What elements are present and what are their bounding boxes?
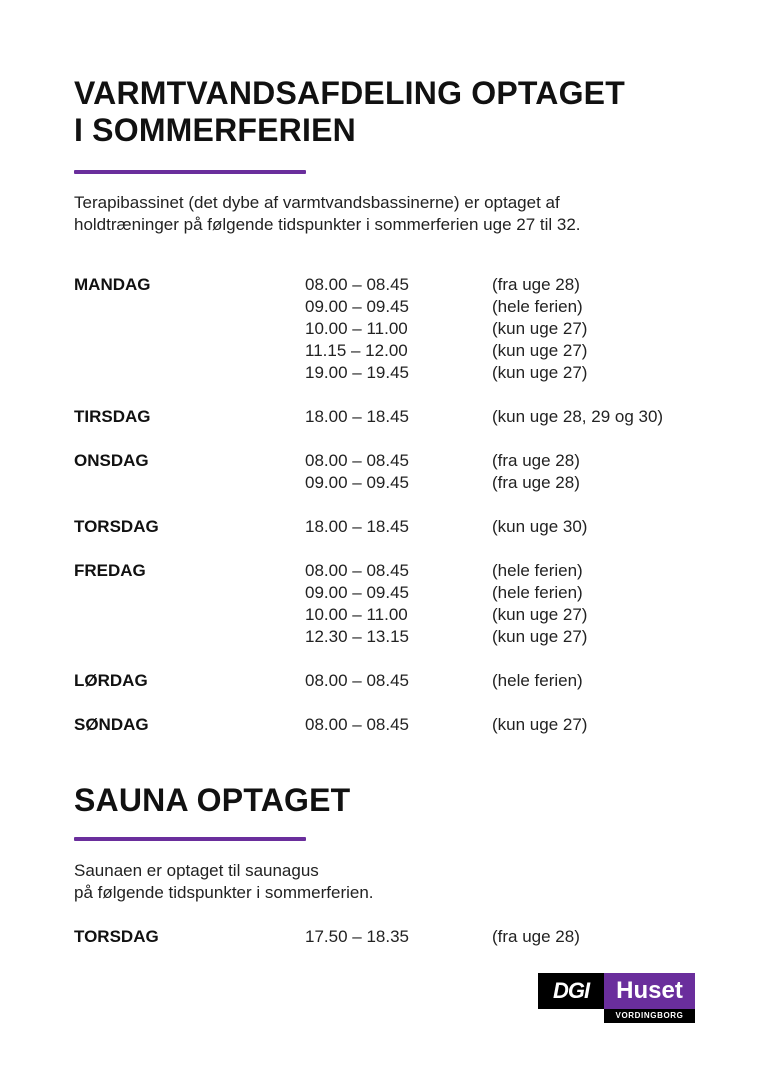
slot-note: (hele ferien): [492, 583, 583, 602]
time-slot: 09.00 – 09.45: [305, 297, 409, 316]
time-slots: [305, 670, 492, 692]
slot-notes: [492, 714, 714, 736]
slot-note: (fra uge 28): [492, 451, 580, 470]
sauna-schedule: [74, 926, 714, 970]
slot-note: (fra uge 28): [492, 275, 580, 294]
section1-title: [74, 75, 714, 149]
slot-notes: [492, 274, 714, 384]
slot-note: (kun uge 28, 29 og 30): [492, 407, 664, 426]
schedule-day-onsdag: [74, 450, 714, 494]
section2-title: SAUNA OPTAGET: [74, 782, 351, 818]
time-slots: [305, 714, 492, 736]
time-slot: 09.00 – 09.45: [305, 583, 409, 602]
slot-note: (hele ferien): [492, 297, 583, 316]
slot-notes: [492, 670, 714, 692]
pool-schedule: [74, 274, 714, 758]
schedule-day-mandag: [74, 274, 714, 384]
day-name: ONSDAG: [74, 451, 149, 470]
slot-note: (fra uge 28): [492, 473, 580, 492]
logo-name: Huset: [604, 973, 695, 1009]
time-slot: 11.15 – 12.00: [305, 341, 408, 360]
slot-note: (kun uge 27): [492, 715, 588, 734]
day-name: FREDAG: [74, 561, 146, 580]
time-slot: 10.00 – 11.00: [305, 319, 408, 338]
logo-brand: DGI: [538, 973, 604, 1009]
day-name: TIRSDAG: [74, 407, 151, 426]
time-slots: [305, 926, 492, 948]
day-name: SØNDAG: [74, 715, 149, 734]
section2-divider: [74, 837, 306, 841]
section1-title-line2: I SOMMERFERIEN: [74, 112, 356, 148]
slot-note: (kun uge 27): [492, 341, 588, 360]
slot-notes: [492, 926, 714, 948]
section2-intro-line2: på følgende tidspunkter i sommerferien.: [74, 883, 374, 902]
section1-divider: [74, 170, 306, 174]
slot-note: (hele ferien): [492, 561, 583, 580]
slot-note: (kun uge 27): [492, 363, 588, 382]
section1-title-line1: VARMTVANDSAFDELING OPTAGET: [74, 75, 625, 111]
slot-note: (hele ferien): [492, 671, 583, 690]
day-name: LØRDAG: [74, 671, 148, 690]
time-slot: 10.00 – 11.00: [305, 605, 408, 624]
day-name: MANDAG: [74, 275, 151, 294]
section2-intro-line1: Saunaen er optaget til saunagus: [74, 861, 319, 880]
schedule-day-lørdag: [74, 670, 714, 692]
section2-intro: [74, 860, 714, 904]
section1-intro: [74, 192, 714, 236]
logo-right-block: [604, 973, 695, 1023]
time-slot: 17.50 – 18.35: [305, 927, 409, 946]
time-slot: 18.00 – 18.45: [305, 517, 409, 536]
time-slots: [305, 274, 492, 384]
logo-location: VORDINGBORG: [604, 1009, 695, 1023]
time-slots: [305, 406, 492, 428]
time-slot: 08.00 – 08.45: [305, 561, 409, 580]
time-slots: [305, 560, 492, 648]
schedule-day-søndag: [74, 714, 714, 736]
day-name: TORSDAG: [74, 517, 159, 536]
time-slots: [305, 450, 492, 494]
time-slot: 12.30 – 13.15: [305, 627, 409, 646]
time-slot: 08.00 – 08.45: [305, 715, 409, 734]
section1-intro-line1: Terapibassinet (det dybe af varmtvandsbassinerne) er optaget af: [74, 193, 560, 212]
schedule-day-tirsdag: [74, 406, 714, 428]
dgi-huset-logo: [538, 973, 695, 1023]
slot-notes: [492, 406, 714, 428]
schedule-day-fredag: [74, 560, 714, 648]
time-slot: 08.00 – 08.45: [305, 451, 409, 470]
time-slot: 19.00 – 19.45: [305, 363, 409, 382]
slot-notes: [492, 450, 714, 494]
day-name: TORSDAG: [74, 927, 159, 946]
time-slot: 08.00 – 08.45: [305, 275, 409, 294]
slot-notes: [492, 516, 714, 538]
slot-notes: [492, 560, 714, 648]
slot-note: (fra uge 28): [492, 927, 580, 946]
schedule-day-torsdag: [74, 516, 714, 538]
slot-note: (kun uge 27): [492, 627, 588, 646]
time-slot: 18.00 – 18.45: [305, 407, 409, 426]
time-slot: 08.00 – 08.45: [305, 671, 409, 690]
slot-note: (kun uge 27): [492, 319, 588, 338]
time-slot: 09.00 – 09.45: [305, 473, 409, 492]
section1-intro-line2: holdtræninger på følgende tidspunkter i sommerferien uge 27 til 32.: [74, 215, 581, 234]
slot-note: (kun uge 27): [492, 605, 588, 624]
schedule-day-torsdag: [74, 926, 714, 948]
time-slots: [305, 516, 492, 538]
slot-note: (kun uge 30): [492, 517, 588, 536]
